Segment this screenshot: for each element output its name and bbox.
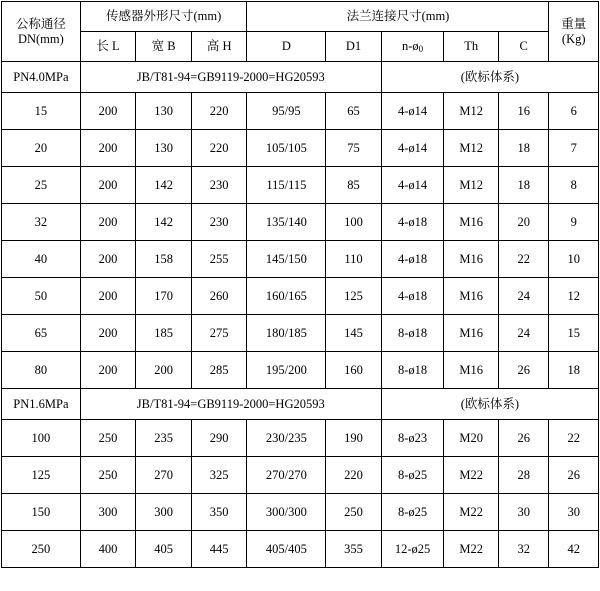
cell-dn: 32 — [2, 204, 81, 241]
cell-dn: 125 — [2, 457, 81, 494]
cell-height: 230 — [191, 204, 247, 241]
section-standard-label: JB/T81-94=GB9119-2000=HG20593 — [80, 62, 381, 93]
cell-height: 260 — [191, 278, 247, 315]
cell-c: 26 — [498, 352, 549, 389]
cell-d: 405/405 — [247, 531, 326, 568]
header-ndo — [381, 32, 444, 62]
cell-weight: 12 — [549, 278, 599, 315]
cell-height: 220 — [191, 130, 247, 167]
table-row — [2, 204, 599, 241]
cell-ndo: 4-ø14 — [381, 130, 444, 167]
cell-th: M12 — [444, 130, 499, 167]
table-row — [2, 420, 599, 457]
cell-c: 16 — [498, 93, 549, 130]
cell-d1: 85 — [326, 167, 382, 204]
header-weight-line2: (Kg) — [561, 31, 586, 46]
cell-d: 230/235 — [247, 420, 326, 457]
table-row — [2, 93, 599, 130]
cell-c: 20 — [498, 204, 549, 241]
cell-c: 32 — [498, 531, 549, 568]
cell-d: 115/115 — [247, 167, 326, 204]
table-row — [2, 130, 599, 167]
cell-ndo: 8-ø25 — [381, 457, 444, 494]
cell-th: M16 — [444, 352, 499, 389]
cell-length: 200 — [80, 204, 136, 241]
table-row — [2, 278, 599, 315]
cell-width: 405 — [136, 531, 192, 568]
cell-th: M22 — [444, 457, 499, 494]
cell-length: 300 — [80, 494, 136, 531]
header-c: C — [498, 32, 549, 62]
cell-d1: 355 — [326, 531, 382, 568]
cell-width: 130 — [136, 93, 192, 130]
cell-height: 285 — [191, 352, 247, 389]
header-dn — [2, 2, 81, 62]
cell-c: 18 — [498, 167, 549, 204]
cell-th: M16 — [444, 204, 499, 241]
cell-d1: 125 — [326, 278, 382, 315]
cell-weight: 42 — [549, 531, 599, 568]
cell-d1: 190 — [326, 420, 382, 457]
cell-ndo: 8-ø25 — [381, 494, 444, 531]
cell-ndo: 8-ø23 — [381, 420, 444, 457]
cell-weight: 6 — [549, 93, 599, 130]
cell-c: 30 — [498, 494, 549, 531]
cell-length: 200 — [80, 315, 136, 352]
cell-c: 24 — [498, 315, 549, 352]
cell-th: M16 — [444, 241, 499, 278]
cell-d1: 100 — [326, 204, 382, 241]
cell-ndo: 8-ø18 — [381, 315, 444, 352]
cell-height: 220 — [191, 93, 247, 130]
cell-dn: 150 — [2, 494, 81, 531]
section-header-row — [2, 389, 599, 420]
cell-height: 350 — [191, 494, 247, 531]
cell-width: 185 — [136, 315, 192, 352]
section-pressure-label: PN4.0MPa — [2, 62, 81, 93]
header-d1: D1 — [326, 32, 382, 62]
cell-width: 235 — [136, 420, 192, 457]
cell-th: M22 — [444, 531, 499, 568]
cell-weight: 15 — [549, 315, 599, 352]
cell-length: 200 — [80, 278, 136, 315]
cell-d: 105/105 — [247, 130, 326, 167]
cell-weight: 9 — [549, 204, 599, 241]
cell-height: 255 — [191, 241, 247, 278]
table-row — [2, 494, 599, 531]
cell-th: M16 — [444, 315, 499, 352]
cell-dn: 15 — [2, 93, 81, 130]
cell-dn: 50 — [2, 278, 81, 315]
cell-ndo: 4-ø14 — [381, 93, 444, 130]
cell-d: 195/200 — [247, 352, 326, 389]
section-note-label: (欧标体系) — [381, 62, 598, 93]
cell-ndo: 4-ø18 — [381, 278, 444, 315]
header-ndo-subscript: 0 — [418, 44, 424, 55]
cell-length: 200 — [80, 167, 136, 204]
cell-weight: 26 — [549, 457, 599, 494]
cell-width: 130 — [136, 130, 192, 167]
table-row — [2, 315, 599, 352]
cell-weight: 22 — [549, 420, 599, 457]
cell-th: M12 — [444, 93, 499, 130]
table-row — [2, 531, 599, 568]
cell-d: 180/185 — [247, 315, 326, 352]
table-row — [2, 241, 599, 278]
cell-length: 400 — [80, 531, 136, 568]
cell-width: 270 — [136, 457, 192, 494]
cell-d1: 160 — [326, 352, 382, 389]
cell-length: 200 — [80, 130, 136, 167]
cell-d1: 75 — [326, 130, 382, 167]
header-dn-line2: DN(mm) — [17, 31, 64, 46]
cell-d: 95/95 — [247, 93, 326, 130]
cell-th: M20 — [444, 420, 499, 457]
header-row-subcolumns — [2, 32, 599, 62]
cell-weight: 10 — [549, 241, 599, 278]
section-note-label: (欧标体系) — [381, 389, 598, 420]
cell-th: M12 — [444, 167, 499, 204]
cell-weight: 18 — [549, 352, 599, 389]
header-group-sensor: 传感器外形尺寸(mm) — [80, 2, 247, 32]
cell-c: 22 — [498, 241, 549, 278]
header-group-flange: 法兰连接尺寸(mm) — [247, 2, 549, 32]
section-pressure-label: PN1.6MPa — [2, 389, 81, 420]
header-th: Th — [444, 32, 499, 62]
cell-dn: 25 — [2, 167, 81, 204]
cell-length: 200 — [80, 93, 136, 130]
cell-dn: 65 — [2, 315, 81, 352]
cell-height: 230 — [191, 167, 247, 204]
cell-width: 200 — [136, 352, 192, 389]
cell-ndo: 4-ø18 — [381, 204, 444, 241]
cell-length: 250 — [80, 420, 136, 457]
table-header — [2, 2, 599, 62]
cell-c: 28 — [498, 457, 549, 494]
cell-d: 270/270 — [247, 457, 326, 494]
specification-table — [1, 1, 599, 568]
cell-length: 250 — [80, 457, 136, 494]
cell-dn: 100 — [2, 420, 81, 457]
cell-width: 142 — [136, 167, 192, 204]
cell-width: 300 — [136, 494, 192, 531]
cell-d1: 110 — [326, 241, 382, 278]
cell-ndo: 8-ø18 — [381, 352, 444, 389]
cell-length: 200 — [80, 241, 136, 278]
header-dn-line1: 公称通径 — [15, 17, 66, 32]
table-row — [2, 457, 599, 494]
header-length: 长 L — [80, 32, 136, 62]
cell-d1: 220 — [326, 457, 382, 494]
cell-width: 170 — [136, 278, 192, 315]
cell-th: M16 — [444, 278, 499, 315]
section-standard-label: JB/T81-94=GB9119-2000=HG20593 — [80, 389, 381, 420]
cell-width: 142 — [136, 204, 192, 241]
cell-d: 145/150 — [247, 241, 326, 278]
cell-d: 135/140 — [247, 204, 326, 241]
cell-c: 24 — [498, 278, 549, 315]
cell-height: 325 — [191, 457, 247, 494]
cell-dn: 20 — [2, 130, 81, 167]
table-row — [2, 352, 599, 389]
cell-d: 160/165 — [247, 278, 326, 315]
cell-ndo: 12-ø25 — [381, 531, 444, 568]
cell-weight: 30 — [549, 494, 599, 531]
cell-c: 26 — [498, 420, 549, 457]
table-row — [2, 167, 599, 204]
cell-d1: 250 — [326, 494, 382, 531]
cell-d1: 145 — [326, 315, 382, 352]
cell-height: 275 — [191, 315, 247, 352]
cell-weight: 8 — [549, 167, 599, 204]
cell-ndo: 4-ø14 — [381, 167, 444, 204]
header-width: 宽 B — [136, 32, 192, 62]
header-row-groups — [2, 2, 599, 32]
cell-height: 445 — [191, 531, 247, 568]
header-weight — [549, 2, 599, 62]
cell-height: 290 — [191, 420, 247, 457]
cell-d1: 65 — [326, 93, 382, 130]
cell-weight: 7 — [549, 130, 599, 167]
header-weight-line1: 重量 — [561, 17, 587, 32]
cell-d: 300/300 — [247, 494, 326, 531]
header-ndo-prefix: n-ø — [402, 39, 419, 54]
table-body — [2, 62, 599, 568]
cell-length: 200 — [80, 352, 136, 389]
header-d: D — [247, 32, 326, 62]
cell-ndo: 4-ø18 — [381, 241, 444, 278]
cell-th: M22 — [444, 494, 499, 531]
cell-dn: 40 — [2, 241, 81, 278]
cell-dn: 250 — [2, 531, 81, 568]
section-header-row — [2, 62, 599, 93]
header-height: 高 H — [191, 32, 247, 62]
cell-width: 158 — [136, 241, 192, 278]
cell-c: 18 — [498, 130, 549, 167]
cell-dn: 80 — [2, 352, 81, 389]
